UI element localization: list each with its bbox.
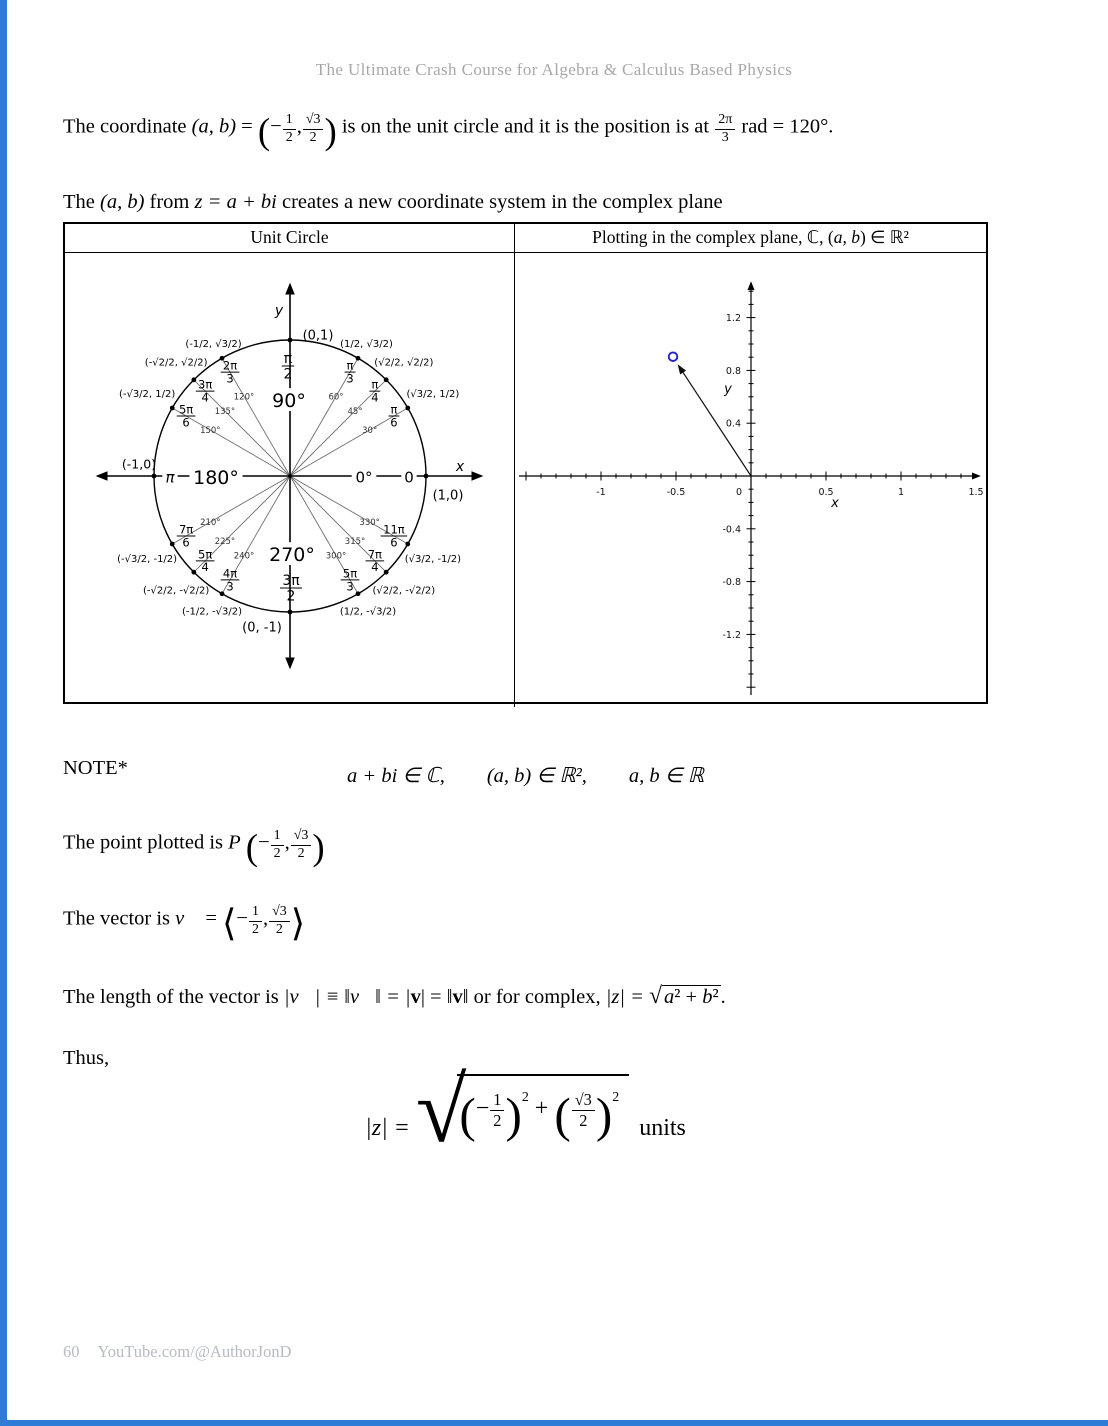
point-line: The point plotted is P (− $\frac{1}{2}$ , $\frac{√3}{2}$ ) bbox=[63, 826, 325, 868]
magnitude-formula: |z| = √ (− $\frac{1}{2}$ )$^2$ + ( $\frac{√3}{2}$ )$^2$ units bbox=[365, 1059, 686, 1161]
svg-text:(-√3/2, 1/2): (-√3/2, 1/2) bbox=[118, 389, 176, 400]
svg-text:2: 2 bbox=[283, 366, 293, 383]
svg-text:60°: 60° bbox=[328, 392, 344, 403]
svg-text:3π: 3π bbox=[282, 572, 300, 589]
svg-text:(0, -1): (0, -1) bbox=[242, 620, 282, 636]
svg-text:(1/2, √3/2): (1/2, √3/2) bbox=[340, 338, 393, 350]
svg-text:270°: 270° bbox=[269, 543, 315, 566]
svg-text:y: y bbox=[274, 303, 284, 320]
svg-text:5π: 5π bbox=[178, 402, 194, 417]
svg-text:π: π bbox=[283, 350, 293, 367]
svg-text:45°: 45° bbox=[347, 406, 363, 417]
svg-text:4: 4 bbox=[371, 560, 379, 575]
svg-text:(-1/2, -√3/2): (-1/2, -√3/2) bbox=[182, 606, 242, 618]
running-header: The Ultimate Crash Course for Algebra & Calculus Based Physics bbox=[315, 60, 793, 79]
svg-text:3π: 3π bbox=[198, 377, 213, 392]
svg-text:120°: 120° bbox=[233, 392, 255, 403]
table-header-row bbox=[65, 224, 986, 253]
svg-text:11π: 11π bbox=[383, 522, 405, 537]
svg-text:150°: 150° bbox=[200, 426, 221, 436]
svg-text:3: 3 bbox=[226, 371, 234, 386]
svg-text:-0.8: -0.8 bbox=[722, 577, 741, 589]
table-body-row bbox=[65, 253, 986, 702]
svg-text:(1,0): (1,0) bbox=[432, 488, 464, 504]
svg-text:π: π bbox=[165, 468, 175, 487]
svg-text:225°: 225° bbox=[214, 537, 236, 548]
svg-text:0: 0 bbox=[404, 468, 414, 487]
svg-text:0.8: 0.8 bbox=[725, 365, 741, 377]
svg-text:330°: 330° bbox=[359, 518, 380, 528]
vector-line: The vector is v⃗ = ⟨− $\frac{1}{2}$ , $\frac{√3}{2}$ ⟩ bbox=[63, 902, 306, 944]
svg-text:180°: 180° bbox=[193, 466, 239, 489]
note-title: NOTE* bbox=[63, 756, 128, 779]
comparison-table bbox=[63, 222, 988, 704]
vector-arrowhead bbox=[678, 364, 686, 374]
svg-text:(-1,0): (-1,0) bbox=[121, 456, 157, 472]
svg-text:-1.2: -1.2 bbox=[722, 629, 741, 641]
svg-text:π: π bbox=[371, 377, 379, 392]
footer-channel-link: YouTube.com/@AuthorJonD bbox=[97, 1342, 292, 1361]
svg-text:4: 4 bbox=[371, 390, 379, 405]
svg-text:240°: 240° bbox=[233, 551, 255, 562]
svg-text:135°: 135° bbox=[214, 406, 236, 417]
svg-text:(0,1): (0,1) bbox=[302, 328, 334, 344]
svg-text:(-√3/2, -1/2): (-√3/2, -1/2) bbox=[117, 554, 178, 565]
svg-text:(√2/2, -√2/2): (√2/2, -√2/2) bbox=[372, 585, 436, 597]
table-header-unit-circle: Unit Circle bbox=[250, 227, 329, 247]
svg-text:6: 6 bbox=[390, 535, 398, 550]
svg-text:0.4: 0.4 bbox=[725, 418, 741, 430]
unit-circle-cell bbox=[65, 253, 514, 707]
svg-text:(-√2/2, -√2/2): (-√2/2, -√2/2) bbox=[142, 585, 210, 597]
svg-text:3: 3 bbox=[346, 579, 354, 594]
svg-text:(√3/2, -1/2): (√3/2, -1/2) bbox=[404, 554, 462, 565]
thus-line: Thus, bbox=[63, 1046, 110, 1069]
svg-text:4: 4 bbox=[201, 390, 209, 405]
length-line: The length of the vector is |v⃗| ≡ ‖v⃗‖ = |v| = ‖v‖ or for complex, |z| = √a² + b². bbox=[63, 982, 726, 1009]
svg-text:3: 3 bbox=[226, 579, 234, 594]
svg-text:1.2: 1.2 bbox=[725, 313, 741, 325]
svg-text:x: x bbox=[831, 496, 839, 511]
svg-text:2π: 2π bbox=[222, 358, 238, 373]
complex-plane-plot bbox=[515, 253, 987, 702]
svg-text:6: 6 bbox=[390, 415, 398, 430]
svg-text:(√2/2, √2/2): (√2/2, √2/2) bbox=[374, 357, 434, 369]
complex-plane-cell bbox=[514, 253, 987, 707]
svg-text:1: 1 bbox=[897, 487, 905, 498]
left-edge-bar bbox=[0, 0, 7, 1426]
svg-text:300°: 300° bbox=[325, 551, 347, 562]
svg-text:315°: 315° bbox=[344, 537, 366, 548]
intro-paragraph-2: The (a, b) from z = a + bi creates a new coordinate system in the complex plane bbox=[63, 190, 723, 213]
svg-text:(1/2, -√3/2): (1/2, -√3/2) bbox=[339, 606, 397, 618]
svg-text:6: 6 bbox=[182, 415, 190, 430]
svg-text:90°: 90° bbox=[272, 389, 306, 412]
svg-text:210°: 210° bbox=[200, 518, 221, 528]
bottom-edge-bar bbox=[0, 1420, 1108, 1426]
svg-text:y: y bbox=[724, 382, 732, 397]
svg-text:5π: 5π bbox=[198, 547, 213, 562]
svg-text:4: 4 bbox=[201, 560, 209, 575]
svg-text:30°: 30° bbox=[362, 426, 378, 436]
intro-paragraph-1: The coordinate (a, b) = (− $\frac{1}{2}$ , $\frac{√3}{2}$ ) is on the unit circle and it is the position is at $\frac{2\pi}{3}$ rad = 120°. bbox=[63, 110, 834, 152]
svg-text:6: 6 bbox=[182, 535, 190, 550]
svg-text:0°: 0° bbox=[355, 468, 373, 487]
svg-text:2: 2 bbox=[286, 588, 296, 605]
svg-text:0.5: 0.5 bbox=[818, 487, 834, 498]
svg-text:(-√2/2, √2/2): (-√2/2, √2/2) bbox=[144, 357, 208, 369]
svg-text:-0.4: -0.4 bbox=[722, 524, 741, 536]
svg-text:π: π bbox=[346, 358, 354, 373]
svg-text:(√3/2, 1/2): (√3/2, 1/2) bbox=[406, 389, 460, 400]
svg-text:1.5: 1.5 bbox=[968, 487, 984, 498]
svg-text:-1: -1 bbox=[596, 487, 606, 498]
svg-text:π: π bbox=[390, 402, 398, 417]
radical-sign: √ bbox=[415, 1059, 462, 1161]
svg-text:4π: 4π bbox=[222, 566, 238, 581]
note-math-line: a + bi ∈ ℂ, (a, b) ∈ ℝ², a, b ∈ ℝ bbox=[347, 765, 704, 787]
plotted-point-marker bbox=[669, 352, 678, 361]
svg-text:7π: 7π bbox=[178, 522, 194, 537]
table-header-complex-plane: Plotting in the complex plane, ℂ, (a, b) ∈ ℝ² bbox=[514, 224, 986, 252]
page-footer bbox=[63, 1342, 291, 1362]
unit-circle-diagram bbox=[65, 253, 514, 702]
svg-text:7π: 7π bbox=[367, 547, 382, 562]
svg-text:3: 3 bbox=[346, 371, 354, 386]
svg-text:5π: 5π bbox=[342, 566, 358, 581]
svg-text:-0.5: -0.5 bbox=[666, 487, 686, 498]
svg-text:x: x bbox=[455, 459, 465, 476]
svg-text:0: 0 bbox=[735, 487, 743, 498]
page-number: 60 bbox=[63, 1342, 80, 1361]
svg-text:(-1/2, √3/2): (-1/2, √3/2) bbox=[185, 338, 242, 350]
